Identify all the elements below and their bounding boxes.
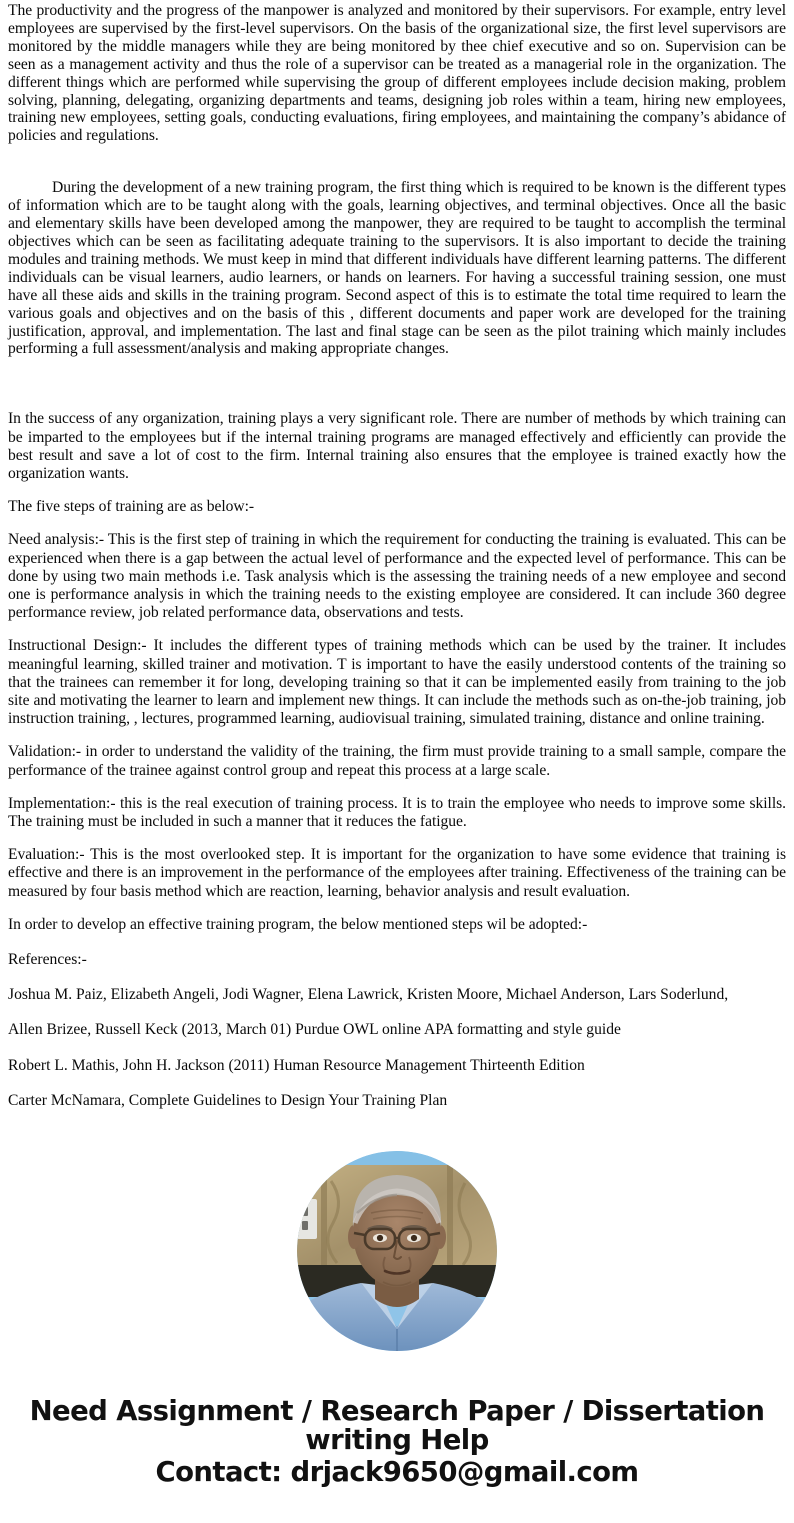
- references-spacer: [8, 969, 786, 986]
- paragraph-evaluation: Evaluation:- This is the most overlooked step. It is important for the organization to have some evidence that training is effective and there is an improvement in the performance of the employees after training. Effectiveness of the training can be measured by four basis method which are reaction, learning, behavior analysis and result evaluation.: [8, 846, 786, 900]
- profile-photo-icon: [297, 1151, 497, 1351]
- promo-headline: Need Assignment / Research Paper / Dissertation writing Help: [29, 1395, 765, 1457]
- references-section: [8, 951, 786, 1110]
- training-body-block: [8, 410, 786, 934]
- paragraph-gap: [8, 145, 786, 179]
- paragraph-spacer: [8, 728, 786, 743]
- promo-footer: [8, 1397, 786, 1487]
- paragraph-need-analysis: Need analysis:- This is the first step of training in which the requirement for conducting the training is evaluated. This can be experienced when there is a gap between the actual level of performance and the expected level of performance. This can be done by using two main methods i.e. Task analysis which is the assessing the training needs of a new employee and second one is performance analysis in which the training needs to the existing employee are considered. It can include 360 degree performance review, job related performance data, observations and tests.: [8, 531, 786, 622]
- references-spacer: [8, 1004, 786, 1021]
- references-spacer: [8, 1040, 786, 1057]
- paragraph-spacer: [8, 780, 786, 795]
- paragraph-spacer: [8, 516, 786, 531]
- paragraph-training-program: During the development of a new training program, the first thing which is required to be known is the different types of information which are to be taught along with the goals, learning objectives, and terminal objectives. Once all the basic and elementary skills have been developed among the manpower, they are required to be taught to accomplish the terminal objectives which can be seen as facilitating adequate training to the supervisors. It is also important to decide the training modules and training methods. We must keep in mind that different individuals have different learning patterns. The different individuals can be visual learners, audio learners, or hands on learners. For having a successful training session, one must have all these aids and skills in the training program. Second aspect of this is to estimate the total time required to learn the various goals and objectives and on the basis of this , different documents and paper work are developed for the training justification, approval, and implementation. The last and final stage can be seen as the pilot training which mainly includes performing a full assessment/analysis and making appropriate changes.: [8, 179, 786, 358]
- references-spacer: [8, 934, 786, 951]
- paragraph-instructional-design: Instructional Design:- It includes the different types of training methods which can be used by the trainer. It includes meaningful learning, skilled trainer and motivation. T is important to have the easily understood contents of the training so that the trainees can remember it for long, developing training so that it can be implemented easily from training to the job site and motivating the learner to learn and implement new things. It can include the methods such as on-the-job training, job instruction training, , lectures, programmed learning, audiovisual training, simulated training, distance and online training.: [8, 637, 786, 728]
- paragraph-spacer: [8, 483, 786, 498]
- avatar-container: [8, 1151, 786, 1351]
- reference-item: Carter McNamara, Complete Guidelines to Design Your Training Plan: [8, 1091, 448, 1109]
- avatar: [297, 1151, 497, 1351]
- references-heading: References:-: [8, 950, 87, 968]
- paragraph-validation: Validation:- in order to understand the validity of the training, the firm must provide training to a small sample, compare the performance of the trainee against control group and repeat this process at a large scale.: [8, 743, 786, 779]
- promo-contact: Contact: drjack9650@gmail.com: [155, 1456, 639, 1489]
- paragraph-spacer: [8, 831, 786, 846]
- paragraph-spacer: [8, 622, 786, 637]
- paragraph-closing: In order to develop an effective training program, the below mentioned steps wil be adopted:-: [8, 915, 588, 933]
- reference-item: Robert L. Mathis, John H. Jackson (2011) Human Resource Management Thirteenth Edition: [8, 1056, 585, 1074]
- reference-item: Allen Brizee, Russell Keck (2013, March 01) Purdue OWL online APA formatting and style guide: [8, 1021, 621, 1039]
- section-gap: [8, 358, 786, 410]
- paragraph-productivity: The productivity and the progress of the manpower is analyzed and monitored by their supervisors. For example, entry level employees are supervised by the first-level supervisors. On the basis of the organizational size, the first level supervisors are monitored by the middle managers while they are being monitored by thee chief executive and so on. Supervision can be seen as a management activity and thus the role of a supervisor can be treated as a managerial role in the organization. The different things which are performed while supervising the group of different employees include decision making, problem solving, planning, delegating, organizing departments and teams, designing job roles within a team, hiring new employees, training new employees, setting goals, conducting evaluations, firing employees, and maintaining the company’s abidance of policies and regulations.: [8, 2, 786, 145]
- paragraph-intro: In the success of any organization, training plays a very significant role. There are number of methods by which training can be imparted to the employees but if the internal training programs are managed effectively and efficiently can provide the best result and save a lot of cost to the firm. Internal training also ensures that the employee is trained exactly how the organization wants.: [8, 410, 786, 482]
- reference-item: Joshua M. Paiz, Elizabeth Angeli, Jodi Wagner, Elena Lawrick, Kristen Moore, Michael Anderson, Lars Soderlund,: [8, 986, 729, 1004]
- paragraph-implementation: Implementation:- this is the real execution of training process. It is to train the employee who needs to improve some skills. The training must be included in such a manner that it reduces the fatigue.: [8, 794, 786, 830]
- paragraph-steps-lead: The five steps of training are as below:-: [8, 498, 255, 516]
- paragraph-spacer: [8, 901, 786, 916]
- references-spacer: [8, 1075, 786, 1092]
- top-essay-block: [8, 0, 786, 358]
